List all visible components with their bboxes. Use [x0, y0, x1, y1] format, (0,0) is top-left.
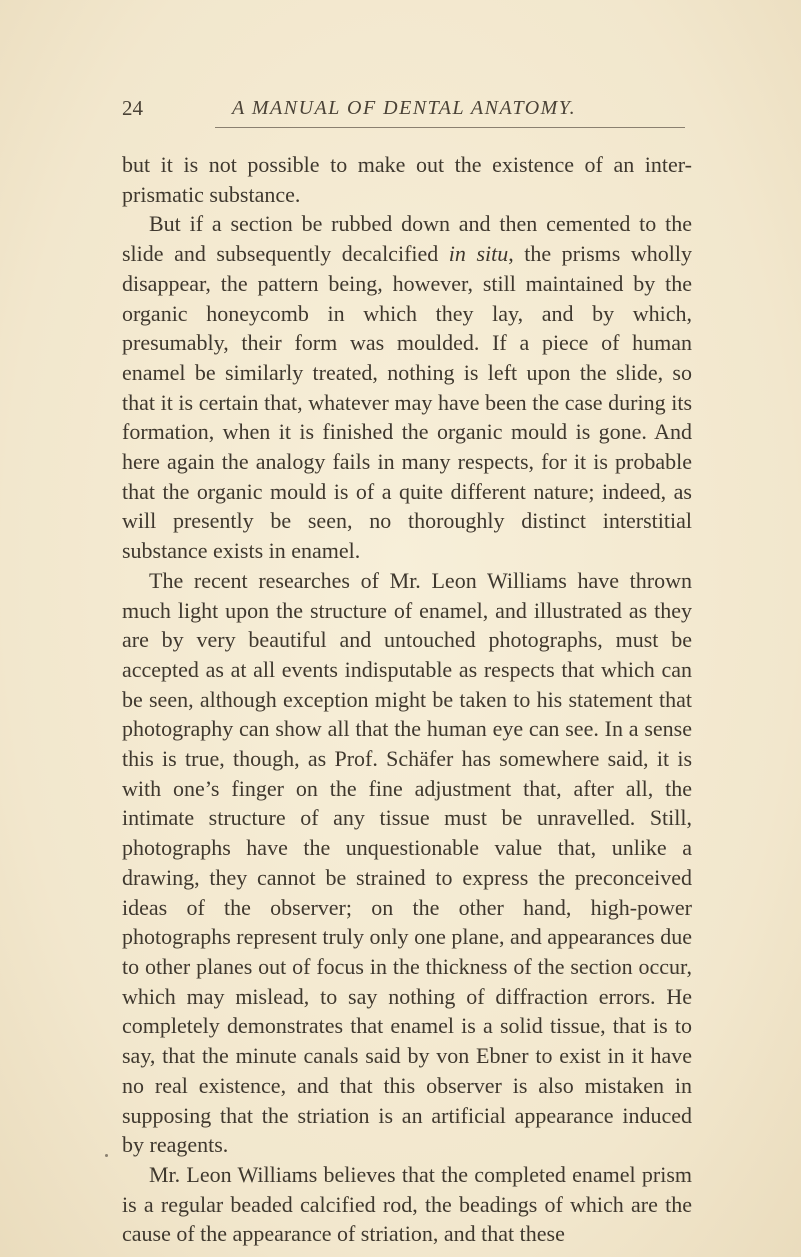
paragraph-decalcified-section: But if a section be rubbed down and then cemented to the slide and subsequently decalcified in situ, the prisms wholly disappear, the pattern being, however, still maintained by the organic honeycomb in which they lay, and by which, presumably, their form was moulded. If a piece of human enamel be similarly treated, nothing is left upon the slide, so that it is certain that, whatever may have been the case during its formation, when it is finished the organic mould is gone. And here again the analogy fails in many respects, for it is probable that the organic mould is of a quite different nature; indeed, as will presently be seen, no thoroughly distinct interstitial substance exists in enamel. [122, 211, 692, 564]
margin-mark [105, 1154, 108, 1157]
header-rule [215, 127, 685, 128]
page-body [122, 150, 692, 1249]
page-number: 24 [122, 96, 143, 120]
running-title: A MANUAL OF DENTAL ANATOMY. [232, 97, 577, 119]
paragraph-williams-researches: The recent researches of Mr. Leon Williams have thrown much light upon the structure of enamel, and illustrated as they are by very beautiful and untouched photographs, must be accepted as at all events indisputable as respects that which can be seen, although exception might be taken to his statement that photography can show all that the human eye can see. In a sense this is true, though, as Prof. Schäfer has somewhere said, it is with one’s finger on the fine adjustment that, after all, the intimate structure of any tissue must be unravelled. Still, photographs have the unquestionable value that, unlike a drawing, they cannot be strained to express the preconceived ideas of the observer; on the other hand, high-power photographs represent truly only one plane, and appearances due to other planes out of focus in the thickness of the section occur, which may mislead, to say nothing of diffraction errors. He completely demonstrates that enamel is a solid tissue, that is to say, that the minute canals said by von Ebner to exist in it have no real existence, and that this observer is also mistaken in supposing that the striation is an artificial appearance induced by reagents. [122, 567, 692, 1158]
page-header [122, 96, 712, 126]
paragraph-continuation: but it is not possible to make out the existence of an inter-prismatic substance. [122, 152, 692, 207]
paragraph-beaded-rod: Mr. Leon Williams believes that the completed enamel prism is a regular beaded calcified rod, the beadings of which are the cause of the appearance of striation, and that these [122, 1161, 692, 1247]
latin-phrase: in situ [448, 241, 509, 267]
